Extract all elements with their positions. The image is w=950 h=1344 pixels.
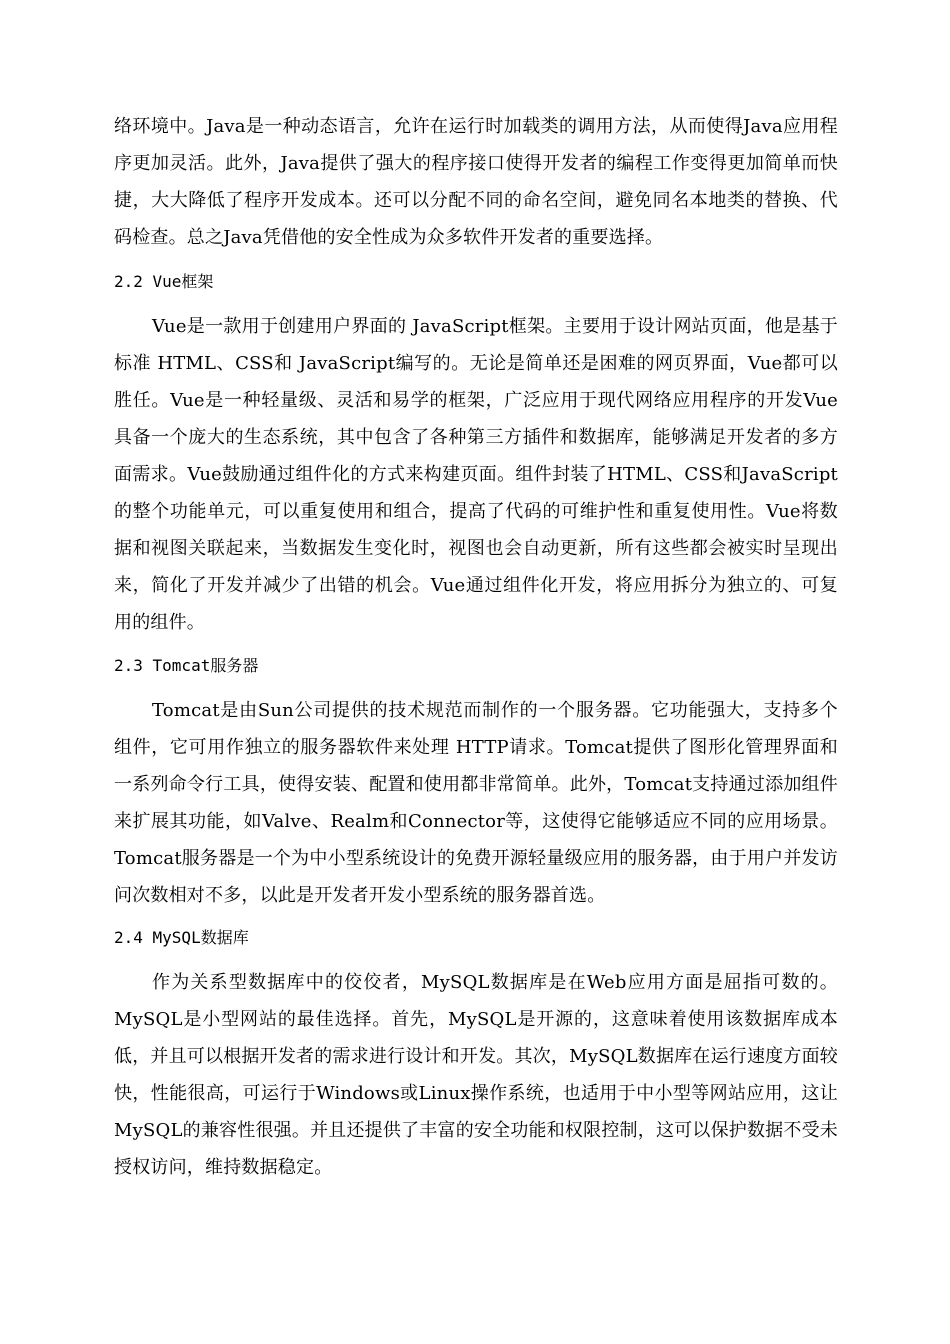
intro-paragraph: 络环境中。Java是一种动态语言，允许在运行时加载类的调用方法，从而使得Java应用程序更加灵活。此外，Java提供了强大的程序接口使得开发者的编程工作变得更加简单而快捷，大大降低了程序开发成本。还可以分配不同的命名空间，避免同名本地类的替换、代码检查。总之Java凭借他的安全性成为众多软件开发者的重要选择。 [114, 116, 838, 248]
section-paragraph-mysql: 作为关系型数据库中的佼佼者，MySQL数据库是在Web应用方面是屈指可数的。MySQL是小型网站的最佳选择。首先，MySQL是开源的，这意味着使用该数据库成本低，并且可以根据开发者的需求进行设计和开发。其次，MySQL数据库在运行速度方面较快，性能很高，可运行于Windows或Linux操作系统，也适用于中小型等网站应用，这让MySQL的兼容性很强。并且还提供了丰富的安全功能和权限控制，这可以保护数据不受未授权访问，维持数据稳定。 [114, 972, 838, 1178]
section-paragraph-vue: Vue是一款用于创建用户界面的 JavaScript框架。主要用于设计网站页面，他是基于标准 HTML、CSS和 JavaScript编写的。无论是简单还是困难的网页界面，Vue都可以胜任。Vue是一种轻量级、灵活和易学的框架，广泛应用于现代网络应用程序的开发Vue具备一个庞大的生态系统，其中包含了各种第三方插件和数据库，能够满足开发者的多方面需求。Vue鼓励通过组件化的方式来构建页面。组件封装了HTML、CSS和JavaScript的整个功能单元，可以重复使用和组合，提高了代码的可维护性和重复使用性。Vue将数据和视图关联起来，当数据发生变化时，视图也会自动更新，所有这些都会被实时呈现出来，简化了开发并减少了出错的机会。Vue通过组件化开发，将应用拆分为独立的、可复用的组件。 [114, 316, 838, 633]
document-page [114, 108, 838, 1186]
section-paragraph-tomcat: Tomcat是由Sun公司提供的技术规范而制作的一个服务器。它功能强大，支持多个组件，它可用作独立的服务器软件来处理 HTTP请求。Tomcat提供了图形化管理界面和一系列命令行工具，使得安装、配置和使用都非常简单。此外，Tomcat支持通过添加组件来扩展其功能，如Valve、Realm和Connector等，这使得它能够适应不同的应用场景。Tomcat服务器是一个为中小型系统设计的免费开源轻量级应用的服务器，由于用户并发访问次数相对不多，以此是开发者开发小型系统的服务器首选。 [114, 700, 838, 906]
section-heading-tomcat: 2.3 Tomcat服务器 [114, 656, 259, 675]
section-heading-vue: 2.2 Vue框架 [114, 272, 214, 291]
section-heading-mysql: 2.4 MySQL数据库 [114, 928, 249, 947]
